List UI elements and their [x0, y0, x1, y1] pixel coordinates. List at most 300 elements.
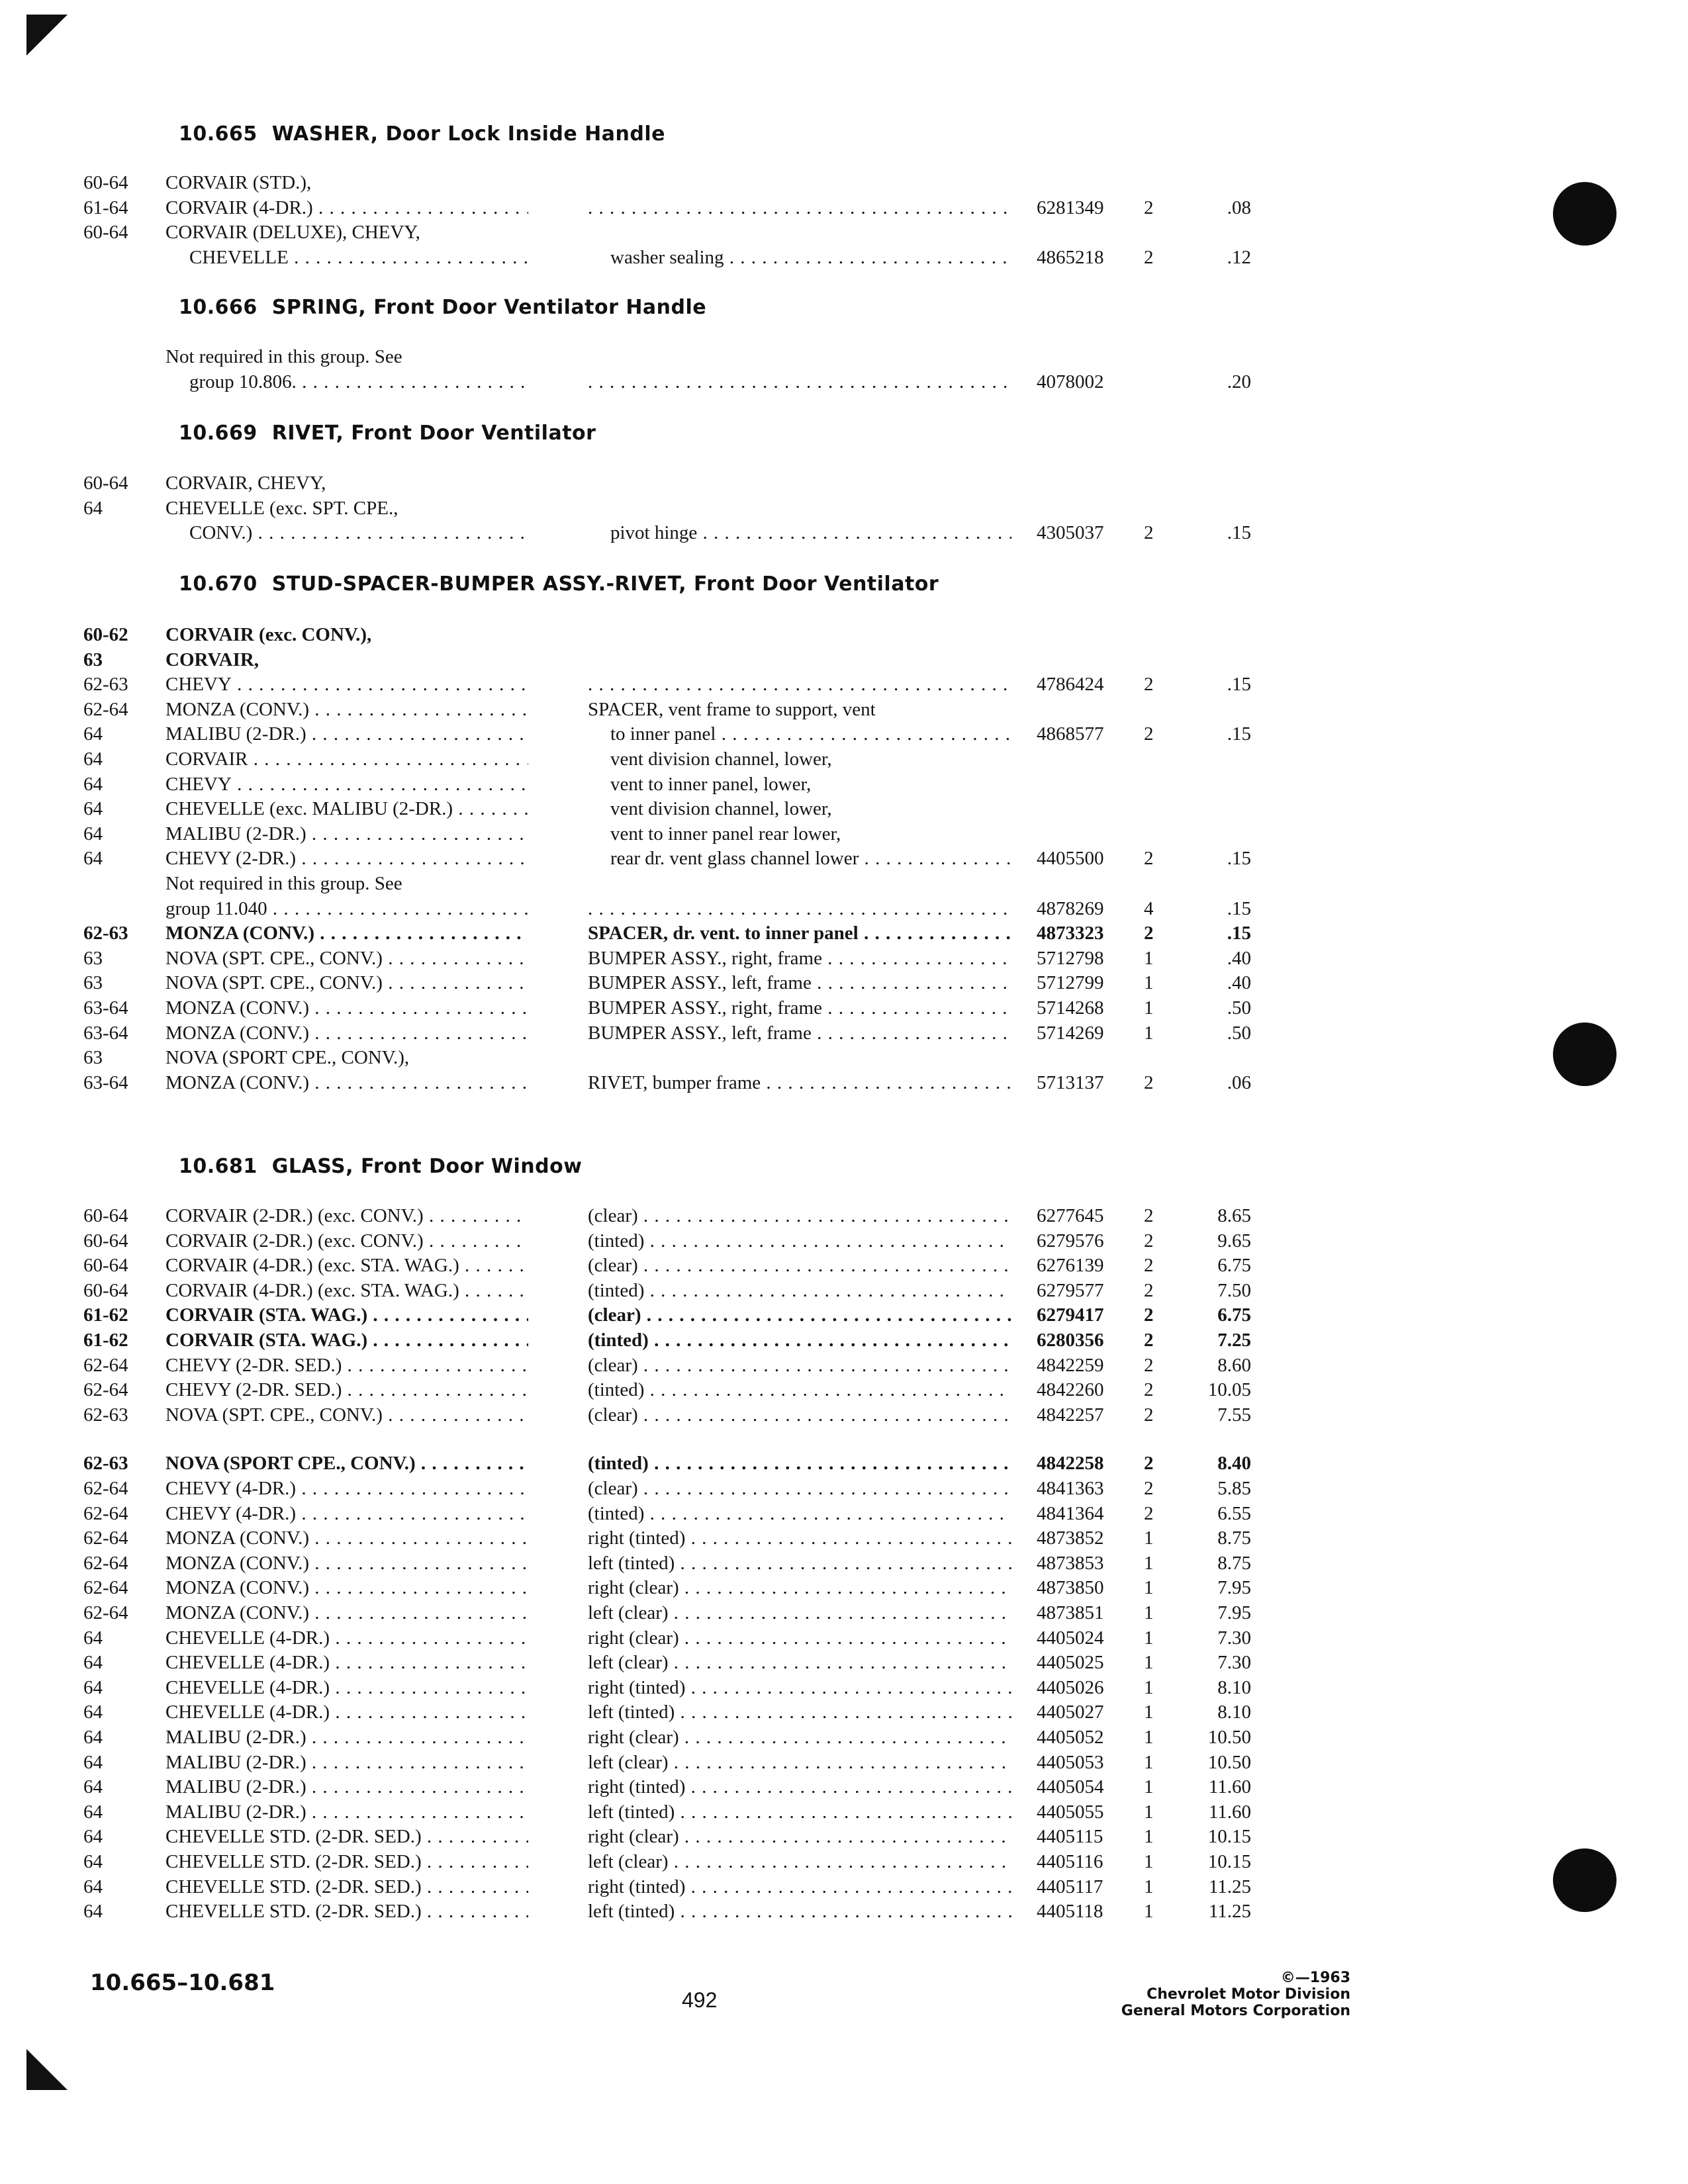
price: 6.75 — [1217, 1304, 1251, 1326]
section-heading — [179, 122, 665, 146]
vehicle-model: group 11.040 . . . — [165, 896, 528, 921]
quantity: 2 — [1144, 1230, 1154, 1251]
part-number: 6276139 — [1037, 1255, 1104, 1277]
part-number: 4405024 — [1037, 1627, 1104, 1649]
quantity: 2 — [1144, 1330, 1154, 1351]
part-number: 5712798 — [1037, 947, 1104, 969]
table-row — [0, 1899, 1688, 1924]
model-year: 61-62 — [83, 1304, 128, 1326]
model-year: 64 — [83, 1627, 103, 1649]
section-title: SPRING, Front Door Ventilator Handle — [271, 296, 707, 319]
quantity: 2 — [1144, 1279, 1154, 1301]
part-number: 4405117 — [1037, 1876, 1103, 1897]
price: .15 — [1227, 674, 1251, 696]
price: .15 — [1227, 723, 1251, 745]
vehicle-model: CORVAIR, — [165, 649, 259, 670]
part-description: left (clear) . . . — [588, 1750, 1011, 1775]
model-year: 62-63 — [83, 1404, 128, 1426]
model-year: 60-64 — [83, 1205, 128, 1226]
model-year: 64 — [83, 1751, 103, 1773]
table-row — [0, 1600, 1688, 1625]
model-year: 63 — [83, 972, 103, 994]
table-row — [0, 1774, 1688, 1799]
vehicle-model: NOVA (SPT. CPE., CONV.) . . . — [165, 970, 528, 995]
price: 10.15 — [1207, 1826, 1251, 1848]
quantity: 2 — [1144, 1255, 1154, 1277]
section-title: GLASS, Front Door Window — [271, 1155, 583, 1178]
part-number: 4405055 — [1037, 1801, 1104, 1823]
table-row — [0, 672, 1688, 697]
table-row — [0, 220, 1688, 245]
table-row — [0, 995, 1688, 1021]
table-row — [0, 772, 1688, 797]
price: .50 — [1227, 997, 1251, 1019]
vehicle-model: CORVAIR (STA. WAG.) . . . — [165, 1302, 528, 1328]
model-year: 62-64 — [83, 1602, 128, 1623]
part-description: left (clear) . . . — [588, 1650, 1011, 1675]
part-description: to inner panel . . . — [610, 721, 1011, 747]
part-number: 4842259 — [1037, 1354, 1104, 1376]
part-description: pivot hinge . . . — [610, 520, 1011, 545]
quantity: 1 — [1144, 1022, 1154, 1044]
price: .15 — [1227, 897, 1251, 919]
vehicle-model: CHEVY . . . — [165, 772, 528, 797]
part-description: (tinted) . . . — [588, 1377, 1011, 1402]
quantity: 2 — [1144, 1205, 1154, 1226]
table-row — [0, 1501, 1688, 1526]
vehicle-model: CORVAIR, CHEVY, — [165, 473, 326, 494]
vehicle-model: MONZA (CONV.) . . . — [165, 1070, 528, 1095]
part-number: 4405054 — [1037, 1776, 1104, 1798]
part-number: 5714269 — [1037, 1022, 1104, 1044]
part-description — [588, 369, 1011, 394]
price: 8.10 — [1217, 1702, 1251, 1723]
vehicle-model: CORVAIR (4-DR.) (exc. STA. WAG.) . . . — [165, 1278, 528, 1303]
model-year: 61-64 — [83, 197, 128, 218]
vehicle-model: CORVAIR (exc. CONV.), — [165, 624, 372, 645]
vehicle-model: NOVA (SPT. CPE., CONV.) . . . — [165, 1402, 528, 1428]
part-description: left (clear) . . . — [588, 1849, 1011, 1874]
price: .15 — [1227, 923, 1251, 944]
price: 8.40 — [1217, 1453, 1251, 1475]
vehicle-model: MONZA (CONV.) . . . — [165, 1575, 528, 1600]
section-heading — [179, 1155, 582, 1178]
quantity: 1 — [1144, 1552, 1154, 1574]
part-number: 4405026 — [1037, 1676, 1104, 1698]
quantity: 2 — [1144, 197, 1154, 218]
model-year: 60-62 — [83, 624, 128, 645]
part-number: 4405053 — [1037, 1751, 1104, 1773]
part-number: 4786424 — [1037, 674, 1104, 696]
model-year: 62-63 — [83, 674, 128, 696]
table-row — [0, 245, 1688, 270]
vehicle-model: MONZA (CONV.) . . . — [165, 1551, 528, 1576]
quantity: 1 — [1144, 1627, 1154, 1649]
table-row — [0, 1750, 1688, 1775]
table-row — [0, 1625, 1688, 1651]
vehicle-model: CORVAIR . . . — [165, 747, 528, 772]
table-row — [0, 1253, 1688, 1278]
model-year: 64 — [83, 823, 103, 844]
quantity: 1 — [1144, 1676, 1154, 1698]
model-year: 64 — [83, 749, 103, 770]
table-row — [0, 1353, 1688, 1378]
part-number: 4842260 — [1037, 1379, 1104, 1401]
price: 7.30 — [1217, 1652, 1251, 1674]
model-year: 62-64 — [83, 1527, 128, 1549]
vehicle-model: CHEVY (4-DR.) . . . — [165, 1501, 528, 1526]
section-heading — [179, 296, 706, 319]
quantity: 2 — [1144, 1453, 1154, 1475]
table-row — [0, 1377, 1688, 1402]
part-description: BUMPER ASSY., right, frame . . . — [588, 995, 1011, 1021]
table-row — [0, 1799, 1688, 1825]
section-heading — [179, 422, 596, 445]
vehicle-model: CHEVELLE (4-DR.) . . . — [165, 1625, 528, 1651]
part-number: 6277645 — [1037, 1205, 1104, 1226]
model-year: 62-64 — [83, 1354, 128, 1376]
price: 8.60 — [1217, 1354, 1251, 1376]
vehicle-model: NOVA (SPORT CPE., CONV.) . . . — [165, 1451, 528, 1476]
part-description: (clear) . . . — [588, 1353, 1011, 1378]
part-description: (tinted) . . . — [588, 1228, 1011, 1253]
model-year: 60-64 — [83, 172, 128, 193]
vehicle-model: CORVAIR (STA. WAG.) . . . — [165, 1328, 528, 1353]
price: 5.85 — [1217, 1478, 1251, 1499]
part-description: right (tinted) . . . — [588, 1874, 1011, 1899]
price: 11.60 — [1208, 1801, 1251, 1823]
price: 9.65 — [1217, 1230, 1251, 1251]
vehicle-model: MONZA (CONV.) . . . — [165, 921, 528, 946]
model-year: 60-64 — [83, 1230, 128, 1251]
vehicle-model: Not required in this group. See — [165, 346, 402, 367]
price: 11.25 — [1208, 1876, 1251, 1897]
price: 10.15 — [1207, 1851, 1251, 1872]
model-year: 64 — [83, 1826, 103, 1848]
table-row — [0, 846, 1688, 871]
vehicle-model: CHEVELLE STD. (2-DR. SED.) . . . — [165, 1849, 528, 1874]
vehicle-model: CHEVELLE (exc. SPT. CPE., — [165, 497, 399, 519]
quantity: 2 — [1144, 1071, 1154, 1093]
part-description: BUMPER ASSY., left, frame . . . — [588, 1021, 1011, 1046]
section-number: 10.681 — [179, 1155, 258, 1178]
quantity: 2 — [1144, 723, 1154, 745]
table-row — [0, 697, 1688, 722]
price: 7.55 — [1217, 1404, 1251, 1426]
vehicle-model: CHEVY (2-DR. SED.) . . . — [165, 1377, 528, 1402]
table-row — [0, 369, 1688, 394]
publisher-block — [1112, 1970, 1350, 2019]
publisher-division: Chevrolet Motor Division — [1147, 1986, 1350, 2003]
part-number: 4873323 — [1037, 923, 1104, 944]
quantity: 1 — [1144, 972, 1154, 994]
vehicle-model: CHEVY (2-DR.) . . . — [165, 846, 528, 871]
part-description: left (clear) . . . — [588, 1600, 1011, 1625]
table-row — [0, 622, 1688, 647]
vehicle-model: MONZA (CONV.) . . . — [165, 1600, 528, 1625]
part-description: (clear) . . . — [588, 1302, 1011, 1328]
table-row — [0, 496, 1688, 521]
price: 11.25 — [1208, 1901, 1251, 1923]
part-number: 4405116 — [1037, 1851, 1103, 1872]
table-row — [0, 1575, 1688, 1600]
quantity: 2 — [1144, 1404, 1154, 1426]
registration-mark-bottom-left — [26, 2049, 68, 2090]
vehicle-model: CHEVELLE STD. (2-DR. SED.) . . . — [165, 1824, 528, 1849]
section-title: RIVET, Front Door Ventilator — [271, 422, 596, 445]
table-row — [0, 896, 1688, 921]
model-year: 63 — [83, 947, 103, 969]
table-row — [0, 344, 1688, 369]
vehicle-model: group 10.806. . . . — [189, 369, 528, 394]
price: 6.75 — [1217, 1255, 1251, 1277]
vehicle-model: CORVAIR (4-DR.) (exc. STA. WAG.) . . . — [165, 1253, 528, 1278]
quantity: 2 — [1144, 923, 1154, 944]
section-number: 10.666 — [179, 296, 258, 319]
vehicle-model: MALIBU (2-DR.) . . . — [165, 821, 528, 846]
vehicle-model: MONZA (CONV.) . . . — [165, 697, 528, 722]
model-year: 62-63 — [83, 1453, 128, 1475]
table-row — [0, 647, 1688, 672]
quantity: 1 — [1144, 1652, 1154, 1674]
price: 7.95 — [1217, 1602, 1251, 1623]
table-row — [0, 1021, 1688, 1046]
part-number: 4868577 — [1037, 723, 1104, 745]
quantity: 2 — [1144, 1379, 1154, 1401]
price: 11.60 — [1208, 1776, 1251, 1798]
quantity: 2 — [1144, 246, 1154, 268]
quantity: 1 — [1144, 947, 1154, 969]
quantity: 1 — [1144, 997, 1154, 1019]
vehicle-model: MALIBU (2-DR.) . . . — [165, 1750, 528, 1775]
model-year: 62-64 — [83, 1478, 128, 1499]
model-year: 62-63 — [83, 923, 128, 944]
table-row — [0, 946, 1688, 971]
quantity: 1 — [1144, 1727, 1154, 1748]
vehicle-model: MONZA (CONV.) . . . — [165, 1021, 528, 1046]
vehicle-model: CORVAIR (2-DR.) (exc. CONV.) . . . — [165, 1203, 528, 1228]
page-number: 492 — [682, 1988, 718, 2012]
part-description: BUMPER ASSY., right, frame . . . — [588, 946, 1011, 971]
part-description: (tinted) . . . — [588, 1278, 1011, 1303]
table-row — [0, 195, 1688, 220]
vehicle-model: CORVAIR (DELUXE), CHEVY, — [165, 222, 420, 244]
part-description: right (tinted) . . . — [588, 1525, 1011, 1551]
table-row — [0, 1070, 1688, 1095]
vehicle-model: CHEVY . . . — [165, 672, 528, 697]
model-year: 64 — [83, 1727, 103, 1748]
price: 10.50 — [1207, 1751, 1251, 1773]
table-row — [0, 1725, 1688, 1750]
part-number: 4878269 — [1037, 897, 1104, 919]
table-row — [0, 871, 1688, 896]
vehicle-model: CHEVELLE (4-DR.) . . . — [165, 1700, 528, 1725]
part-number: 4865218 — [1037, 246, 1104, 268]
vehicle-model: CONV.) . . . — [189, 520, 528, 545]
part-description: right (tinted) . . . — [588, 1675, 1011, 1700]
vehicle-model: CHEVELLE STD. (2-DR. SED.) . . . — [165, 1899, 528, 1924]
table-row — [0, 747, 1688, 772]
part-number: 4873850 — [1037, 1577, 1104, 1599]
part-description — [588, 672, 1011, 697]
part-description: (tinted) . . . — [588, 1451, 1011, 1476]
part-description: (clear) . . . — [588, 1253, 1011, 1278]
vehicle-model: MONZA (CONV.) . . . — [165, 995, 528, 1021]
part-description: (tinted) . . . — [588, 1328, 1011, 1353]
table-row — [0, 1328, 1688, 1353]
vehicle-model: Not required in this group. See — [165, 873, 402, 894]
table-row — [0, 1228, 1688, 1253]
vehicle-model: MALIBU (2-DR.) . . . — [165, 1774, 528, 1799]
part-number: 4305037 — [1037, 522, 1104, 544]
table-row — [0, 821, 1688, 846]
copyright: ©—1963 — [1280, 1970, 1350, 1986]
part-description: rear dr. vent glass channel lower . . . — [610, 846, 1011, 871]
price: .12 — [1227, 246, 1251, 268]
table-row — [0, 1824, 1688, 1849]
quantity: 1 — [1144, 1602, 1154, 1623]
part-number: 6279417 — [1037, 1304, 1104, 1326]
model-year: 64 — [83, 1801, 103, 1823]
model-year: 64 — [83, 1901, 103, 1923]
table-row — [0, 921, 1688, 946]
vehicle-model: CHEVY (4-DR.) . . . — [165, 1476, 528, 1501]
section-number: 10.665 — [179, 122, 258, 146]
model-year: 64 — [83, 848, 103, 870]
price: .15 — [1227, 522, 1251, 544]
model-year: 60-64 — [83, 1279, 128, 1301]
part-description: vent division channel, lower, — [610, 798, 832, 820]
model-year: 62-64 — [83, 1577, 128, 1599]
table-row — [0, 721, 1688, 747]
part-description: right (clear) . . . — [588, 1575, 1011, 1600]
price: .50 — [1227, 1022, 1251, 1044]
part-number: 4405115 — [1037, 1826, 1103, 1848]
quantity: 1 — [1144, 1577, 1154, 1599]
table-row — [0, 1402, 1688, 1428]
price: 8.65 — [1217, 1205, 1251, 1226]
price: 8.75 — [1217, 1527, 1251, 1549]
model-year: 64 — [83, 1702, 103, 1723]
price: .15 — [1227, 848, 1251, 870]
quantity: 1 — [1144, 1801, 1154, 1823]
publisher-corporation: General Motors Corporation — [1121, 2003, 1350, 2019]
table-row — [0, 796, 1688, 821]
vehicle-model: MALIBU (2-DR.) . . . — [165, 1725, 528, 1750]
part-description: (tinted) . . . — [588, 1501, 1011, 1526]
quantity: 1 — [1144, 1776, 1154, 1798]
vehicle-model: CORVAIR (STD.), — [165, 172, 312, 193]
model-year: 62-64 — [83, 698, 128, 720]
model-year: 60-64 — [83, 222, 128, 244]
part-description: SPACER, dr. vent. to inner panel . . . — [588, 921, 1011, 946]
vehicle-model: MALIBU (2-DR.) . . . — [165, 1799, 528, 1825]
model-year: 62-64 — [83, 1552, 128, 1574]
part-number: 6280356 — [1037, 1330, 1104, 1351]
table-row — [0, 1278, 1688, 1303]
part-description: right (clear) . . . — [588, 1725, 1011, 1750]
price: 10.05 — [1207, 1379, 1251, 1401]
table-row — [0, 1551, 1688, 1576]
vehicle-model: NOVA (SPT. CPE., CONV.) . . . — [165, 946, 528, 971]
quantity: 2 — [1144, 1478, 1154, 1499]
section-number: 10.670 — [179, 572, 258, 596]
part-description: left (tinted) . . . — [588, 1551, 1011, 1576]
vehicle-model: CORVAIR (2-DR.) (exc. CONV.) . . . — [165, 1228, 528, 1253]
vehicle-model: CORVAIR (4-DR.) . . . — [165, 195, 528, 220]
part-description: RIVET, bumper frame . . . — [588, 1070, 1011, 1095]
part-number: 5714268 — [1037, 997, 1104, 1019]
part-number: 4405500 — [1037, 848, 1104, 870]
model-year: 62-64 — [83, 1502, 128, 1524]
price: .40 — [1227, 947, 1251, 969]
part-number: 4405025 — [1037, 1652, 1104, 1674]
vehicle-model: CHEVELLE . . . — [189, 245, 528, 270]
part-description: BUMPER ASSY., left, frame . . . — [588, 970, 1011, 995]
table-row — [0, 1451, 1688, 1476]
vehicle-model: MALIBU (2-DR.) . . . — [165, 721, 528, 747]
price: 10.50 — [1207, 1727, 1251, 1748]
part-number: 6281349 — [1037, 197, 1104, 218]
part-number: 6279576 — [1037, 1230, 1104, 1251]
part-number: 4405118 — [1037, 1901, 1103, 1923]
part-description: left (tinted) . . . — [588, 1700, 1011, 1725]
model-year: 63-64 — [83, 997, 128, 1019]
table-row — [0, 1700, 1688, 1725]
part-number: 4842257 — [1037, 1404, 1104, 1426]
part-description: (clear) . . . — [588, 1476, 1011, 1501]
part-number: 5713137 — [1037, 1071, 1104, 1093]
part-description: left (tinted) . . . — [588, 1899, 1011, 1924]
model-year: 63-64 — [83, 1022, 128, 1044]
part-number: 4842258 — [1037, 1453, 1104, 1475]
part-description: right (clear) . . . — [588, 1824, 1011, 1849]
part-description: left (tinted) . . . — [588, 1799, 1011, 1825]
part-description: right (clear) . . . — [588, 1625, 1011, 1651]
model-year: 63 — [83, 649, 103, 670]
price: .06 — [1227, 1071, 1251, 1093]
table-row — [0, 1302, 1688, 1328]
model-year: 63-64 — [83, 1071, 128, 1093]
price: .08 — [1227, 197, 1251, 218]
quantity: 1 — [1144, 1851, 1154, 1872]
price: 7.95 — [1217, 1577, 1251, 1599]
table-row — [0, 471, 1688, 496]
part-number: 4873852 — [1037, 1527, 1104, 1549]
table-row — [0, 520, 1688, 545]
part-number: 4078002 — [1037, 371, 1104, 392]
quantity: 1 — [1144, 1702, 1154, 1723]
part-number: 4405052 — [1037, 1727, 1104, 1748]
table-row — [0, 1650, 1688, 1675]
quantity: 2 — [1144, 674, 1154, 696]
section-number: 10.669 — [179, 422, 258, 445]
price: .20 — [1227, 371, 1251, 392]
model-year: 64 — [83, 497, 103, 519]
quantity: 1 — [1144, 1527, 1154, 1549]
group-range: 10.665–10.681 — [90, 1970, 275, 1996]
model-year: 64 — [83, 1652, 103, 1674]
price: 7.25 — [1217, 1330, 1251, 1351]
part-description: SPACER, vent frame to support, vent — [588, 698, 876, 720]
quantity: 4 — [1144, 897, 1154, 919]
quantity: 2 — [1144, 522, 1154, 544]
table-row — [0, 1874, 1688, 1899]
part-number: 4841363 — [1037, 1478, 1104, 1499]
model-year: 64 — [83, 773, 103, 795]
model-year: 63 — [83, 1047, 103, 1069]
part-description: vent division channel, lower, — [610, 749, 832, 770]
